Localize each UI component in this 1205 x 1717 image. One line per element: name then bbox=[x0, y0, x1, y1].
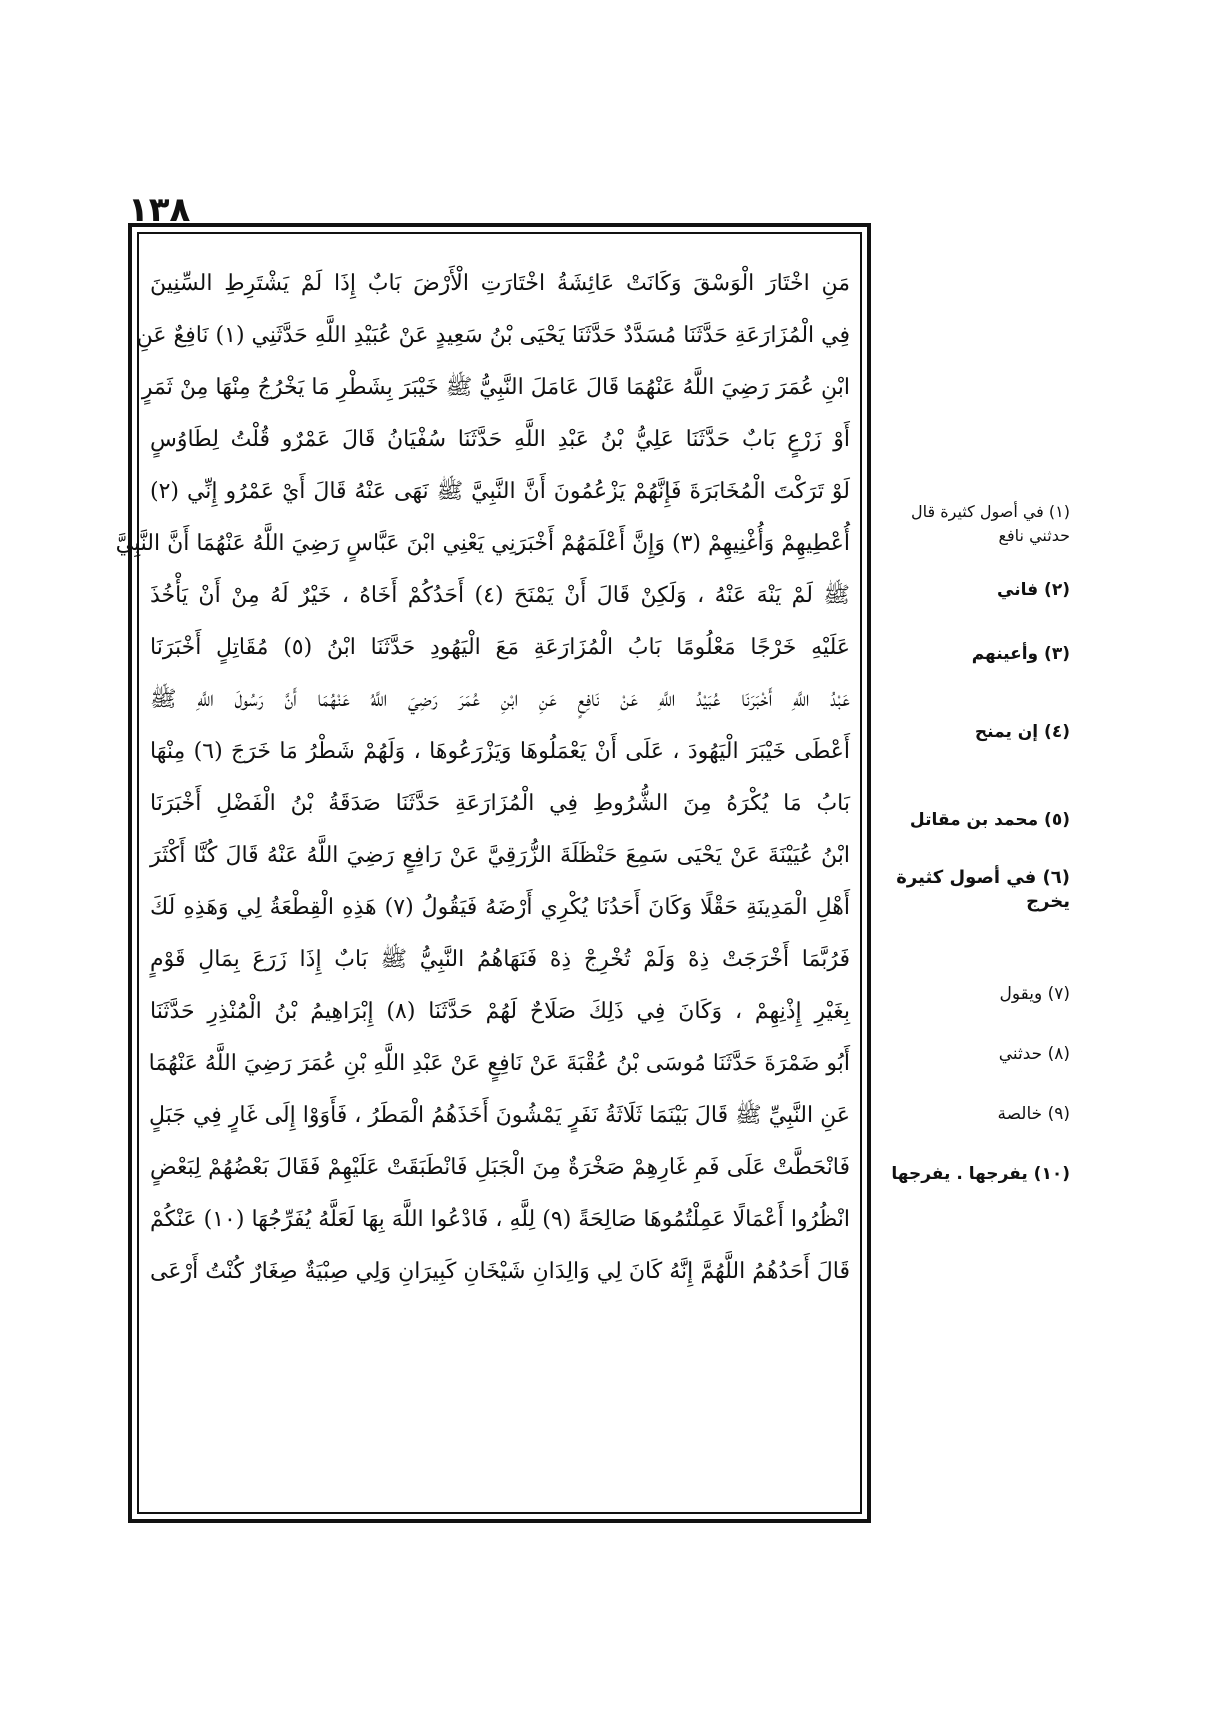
margin-note: (١٠) يفرجها . يفرجها bbox=[891, 1164, 1070, 1184]
text-line: قَالَ أَحَدُهُمُ اللَّهُمَّ إِنَّهُ كَانَ لِي وَالِدَانِ شَيْخَانِ كَبِيرَانِ وَلِي صِبْيَةٌ صِغَارٌ كُنْتُ أَرْعَى bbox=[150, 1259, 850, 1284]
text-line: بِغَيْرِ إِذْنِهِمْ ، وَكَانَ فِي ذَلِكَ صَلَاحٌ لَهُمْ حَدَّثَنَا (٨) إِبْرَاهِيمُ بْنُ الْمُنْذِرِ حَدَّثَنَا bbox=[150, 999, 850, 1024]
text-line: ابْنِ عُمَرَ رَضِيَ اللَّهُ عَنْهُمَا قَالَ عَامَلَ النَّبِيُّ ﷺ خَيْبَرَ بِشَطْرِ مَا يَخْرُجُ مِنْهَا مِنْ ثَمَرٍ bbox=[141, 375, 850, 400]
text-line: أَهْلِ الْمَدِينَةِ حَقْلًا وَكَانَ أَحَدُنَا يُكْرِي أَرْضَهُ فَيَقُولُ (٧) هَذِهِ الْقِطْعَةُ لِي وَهَذِهِ لَكَ bbox=[150, 895, 850, 920]
text-line: عَبْدُ اللَّهِ أَخْبَرَنَا عُبَيْدُ اللَّهِ عَنْ نَافِعٍ عَنِ ابْنِ عُمَرَ رَضِيَ اللَّهُ عَنْهُمَا أَنَّ رَسُولَ اللَّهِ ﷺ bbox=[150, 687, 850, 712]
text-line: انْظُرُوا أَعْمَالًا عَمِلْتُمُوهَا صَالِحَةً (٩) لِلَّهِ ، فَادْعُوا اللَّهَ بِهَا لَعَلَّهُ يُفَرِّجُهَا (١٠) عَنْكُمْ bbox=[150, 1207, 851, 1232]
margin-note: (٧) ويقول bbox=[999, 984, 1070, 1004]
text-line: أَبُو ضَمْرَةَ حَدَّثَنَا مُوسَى بْنُ عُقْبَةَ عَنْ نَافِعٍ عَنْ عَبْدِ اللَّهِ بْنِ عُمَرَ رَضِيَ اللَّهُ عَنْهُمَا bbox=[148, 1051, 850, 1076]
margin-note: (٢) فاني bbox=[997, 580, 1070, 600]
text-line: فِي الْمُزَارَعَةِ حَدَّثَنَا مُسَدَّدٌ حَدَّثَنَا يَحْيَى بْنُ سَعِيدٍ عَنْ عُبَيْدِ اللَّهِ حَدَّثَنِي (١) نَافِعٌ عَنِ bbox=[136, 323, 850, 348]
text-line: فَرُبَّمَا أَخْرَجَتْ ذِهْ وَلَمْ تُخْرِجْ ذِهْ فَنَهَاهُمُ النَّبِيُّ ﷺ بَابٌ إِذَا زَرَعَ بِمَالِ قَوْمٍ bbox=[150, 947, 850, 972]
text-line: ابْنُ عُيَيْنَةَ عَنْ يَحْيَى سَمِعَ حَنْظَلَةَ الزُّرَقِيَّ عَنْ رَافِعٍ رَضِيَ اللَّهُ عَنْهُ قَالَ كُنَّا أَكْثَرَ bbox=[150, 843, 850, 868]
margin-note: (٩) خالصة bbox=[997, 1104, 1070, 1124]
margin-note: (١) في أصول كثيرة قال حدثني نافع bbox=[911, 502, 1070, 545]
text-line: لَوْ تَرَكْتَ الْمُخَابَرَةَ فَإِنَّهُمْ يَزْعُمُونَ أَنَّ النَّبِيَّ ﷺ نَهَى عَنْهُ قَالَ أَيْ عَمْرُو إِنِّي (٢) bbox=[150, 479, 850, 504]
margin-note: (٣) وأعينهم bbox=[971, 644, 1070, 664]
margin-note: (٦) في أصول كثيرة يخرج bbox=[896, 867, 1070, 912]
text-line: فَانْحَطَّتْ عَلَى فَمِ غَارِهِمْ صَخْرَةٌ مِنَ الْجَبَلِ فَانْطَبَقَتْ عَلَيْهِمْ فَقَالَ بَعْضُهُمْ لِبَعْضٍ bbox=[150, 1155, 850, 1180]
text-line: عَلَيْهِ خَرْجًا مَعْلُومًا بَابُ الْمُزَارَعَةِ مَعَ الْيَهُودِ حَدَّثَنَا ابْنُ (٥) مُقَاتِلٍ أَخْبَرَنَا bbox=[150, 635, 850, 660]
page-number: ١٣٨ bbox=[128, 190, 191, 230]
text-line: أُعْطِيهِمْ وَأُغْنِيهِمْ (٣) وَإِنَّ أَعْلَمَهُمْ أَخْبَرَنِي يَعْنِي ابْنَ عَبَّاسٍ رَضِيَ اللَّهُ عَنْهُمَا أَنَّ النَّبِيَّ bbox=[115, 531, 850, 556]
text-line: ﷺ لَمْ يَنْهَ عَنْهُ ، وَلَكِنْ قَالَ أَنْ يَمْنَحَ (٤) أَحَدُكُمْ أَخَاهُ ، خَيْرٌ لَهُ مِنْ أَنْ يَأْخُذَ bbox=[150, 583, 850, 608]
margin-note: (٤) إن يمنح bbox=[974, 722, 1070, 742]
text-line: أَعْطَى خَيْبَرَ الْيَهُودَ ، عَلَى أَنْ يَعْمَلُوهَا وَيَزْرَعُوهَا ، وَلَهُمْ شَطْرُ مَا خَرَجَ (٦) مِنْهَا bbox=[150, 739, 851, 764]
margin-note: (٨) حدثني bbox=[998, 1044, 1070, 1064]
text-line: بَابُ مَا يُكْرَهُ مِنَ الشُّرُوطِ فِي الْمُزَارَعَةِ حَدَّثَنَا صَدَقَةُ بْنُ الْفَضْلِ أَخْبَرَنَا bbox=[150, 791, 850, 816]
text-line: مَنِ اخْتَارَ الْوَسْقَ وَكَانَتْ عَائِشَةُ اخْتَارَتِ الْأَرْضَ بَابٌ إِذَا لَمْ يَشْتَرِطِ السِّنِينَ bbox=[150, 271, 850, 296]
main-text-block bbox=[115, 258, 851, 1508]
text-line: عَنِ النَّبِيِّ ﷺ قَالَ بَيْنَمَا ثَلَاثَةُ نَفَرٍ يَمْشُونَ أَخَذَهُمُ الْمَطَرُ ، فَأَوَوْا إِلَى غَارٍ فِي جَبَلٍ bbox=[149, 1103, 850, 1128]
text-line: أَوْ زَرْعٍ بَابٌ حَدَّثَنَا عَلِيُّ بْنُ عَبْدِ اللَّهِ حَدَّثَنَا سُفْيَانُ قَالَ عَمْرٌو قُلْتُ لِطَاوُسٍ bbox=[150, 427, 850, 452]
margin-note: (٥) محمد بن مقاتل bbox=[909, 810, 1070, 830]
